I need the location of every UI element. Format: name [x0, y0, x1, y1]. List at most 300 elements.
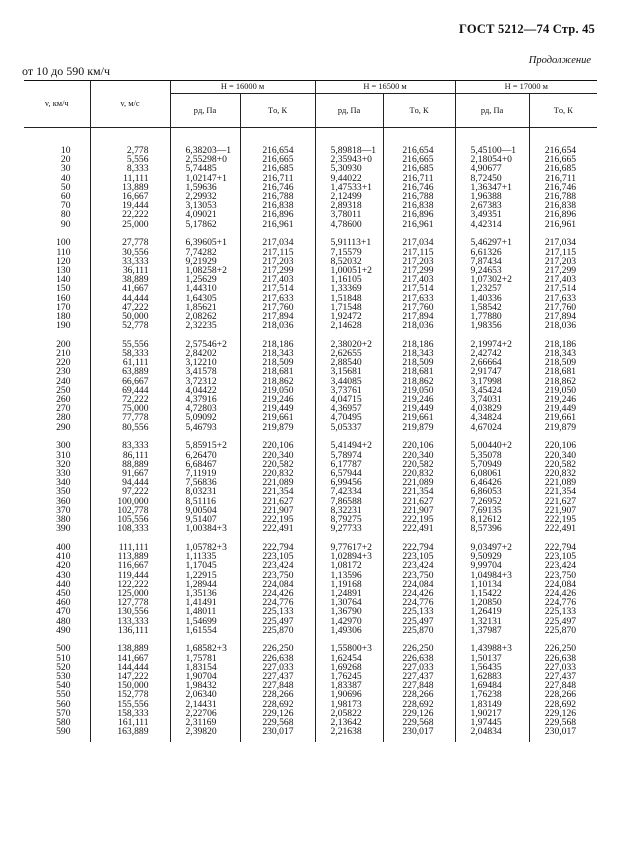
table-row [24, 663, 597, 672]
speed-kmh-cell: 30 [60, 164, 71, 174]
speed-kmh-cell: 260 [56, 395, 71, 405]
spacer-cell [240, 330, 315, 340]
table-row [24, 146, 597, 155]
temperature-cell: 225,497 [240, 617, 315, 626]
spacer-cell [383, 635, 455, 645]
pressure-cell: 7,87434 [455, 257, 529, 266]
temperature-cell: 218,862 [383, 377, 455, 386]
pressure-cell: 1,08258+2 [170, 266, 240, 275]
temperature-cell: 229,126 [529, 709, 597, 718]
speed-kmh-cell: 120 [56, 256, 71, 266]
speed-ms-cell: 127,778 [90, 598, 170, 607]
spacer-cell [240, 635, 315, 645]
pressure-cell: 2,05822 [315, 709, 383, 718]
temperature-cell: 217,403 [383, 275, 455, 284]
temperature-cell: 216,685 [240, 164, 315, 173]
spacer-cell [24, 635, 90, 645]
temperature-cell: 222,195 [240, 515, 315, 524]
table-row [24, 423, 597, 432]
pressure-cell: 2,55298+0 [170, 155, 240, 164]
speed-ms-cell: 36,111 [90, 266, 170, 275]
pressure-cell: 5,30930 [315, 164, 383, 173]
temperature-cell: 222,491 [240, 524, 315, 533]
temperature-cell: 221,089 [240, 478, 315, 487]
pressure-cell: 3,12210 [170, 358, 240, 367]
pressure-cell: 3,74031 [455, 395, 529, 404]
pressure-cell: 1,19168 [315, 580, 383, 589]
spacer-cell [170, 736, 240, 742]
pressure-cell: 6,86053 [455, 487, 529, 496]
pressure-cell: 4,37916 [170, 395, 240, 404]
speed-ms-cell: 80,556 [90, 423, 170, 432]
temperature-cell: 218,036 [529, 321, 597, 330]
spacer-cell [90, 635, 170, 645]
pressure-cell: 8,52032 [315, 257, 383, 266]
pressure-cell: 3,44085 [315, 377, 383, 386]
table-row [24, 321, 597, 330]
speed-kmh-cell: 540 [56, 681, 71, 691]
temperature-cell: 218,681 [240, 367, 315, 376]
pressure-cell: 1,20850 [455, 598, 529, 607]
speed-kmh-cell: 310 [56, 450, 71, 460]
temperature-cell: 221,627 [529, 497, 597, 506]
pressure-cell: 9,24653 [455, 266, 529, 275]
pressure-cell: 1,90217 [455, 709, 529, 718]
spacer-cell [90, 533, 170, 543]
header-row-altitude [24, 81, 597, 94]
speed-ms-cell: 119,444 [90, 571, 170, 580]
temperature-cell: 218,186 [383, 340, 455, 349]
pressure-cell: 1,59636 [170, 183, 240, 192]
speed-kmh-cell: 110 [56, 247, 71, 257]
temperature-cell: 217,633 [529, 294, 597, 303]
temperature-cell: 216,665 [529, 155, 597, 164]
pressure-cell: 2,22706 [170, 709, 240, 718]
temperature-cell: 230,017 [383, 727, 455, 736]
spacer-cell [170, 229, 240, 239]
speed-ms-cell: 155,556 [90, 700, 170, 709]
pressure-cell: 3,41578 [170, 367, 240, 376]
pressure-cell: 2,12499 [315, 192, 383, 201]
pressure-cell: 1,04984+3 [455, 571, 529, 580]
temperature-cell: 219,050 [383, 386, 455, 395]
table-row [24, 690, 597, 699]
temperature-cell: 225,870 [529, 626, 597, 635]
pressure-cell: 1,83387 [315, 681, 383, 690]
pressure-cell: 8,12612 [455, 515, 529, 524]
pressure-cell: 1,51848 [315, 294, 383, 303]
pressure-cell: 2,31169 [170, 718, 240, 727]
spacer-cell [529, 533, 597, 543]
table-row [24, 441, 597, 450]
speed-ms-cell: 58,333 [90, 349, 170, 358]
temperature-cell: 228,692 [383, 700, 455, 709]
temperature-cell: 228,266 [240, 690, 315, 699]
speed-ms-cell: 8,333 [90, 164, 170, 173]
pressure-cell: 6,17787 [315, 460, 383, 469]
pressure-cell: 9,44022 [315, 174, 383, 183]
speed-kmh-cell: 560 [56, 699, 71, 709]
pressure-cell: 6,26470 [170, 451, 240, 460]
speed-kmh-cell: 550 [56, 690, 71, 700]
temperature-cell: 216,896 [529, 210, 597, 219]
spacer-cell [315, 128, 383, 147]
spacer-cell [24, 229, 90, 239]
spacer-cell [240, 432, 315, 442]
speed-kmh-cell: 290 [56, 422, 71, 432]
pressure-cell: 3,49351 [455, 210, 529, 219]
table-row [24, 303, 597, 312]
table-row [24, 312, 597, 321]
temperature-cell: 226,250 [240, 644, 315, 653]
speed-kmh-cell: 40 [60, 173, 71, 183]
speed-kmh-cell: 340 [56, 478, 71, 488]
pressure-cell: 4,42314 [455, 220, 529, 229]
pressure-cell: 9,00504 [170, 506, 240, 515]
speed-ms-cell: 152,778 [90, 690, 170, 699]
pressure-cell: 3,45424 [455, 386, 529, 395]
table-row [24, 377, 597, 386]
temperature-cell: 219,050 [529, 386, 597, 395]
temperature-cell: 220,340 [240, 451, 315, 460]
standard-number: ГОСТ 5212—74 [458, 22, 550, 36]
temperature-cell: 217,760 [240, 303, 315, 312]
pressure-cell: 1,15422 [455, 589, 529, 598]
temperature-cell: 221,354 [383, 487, 455, 496]
pressure-cell: 6,61326 [455, 248, 529, 257]
table-row [24, 571, 597, 580]
speed-kmh-cell: 240 [56, 376, 71, 386]
temperature-cell: 226,638 [383, 654, 455, 663]
spacer-cell [383, 736, 455, 742]
temperature-cell: 229,126 [383, 709, 455, 718]
pressure-cell: 5,74485 [170, 164, 240, 173]
pressure-cell: 1,26419 [455, 607, 529, 616]
speed-ms-cell: 125,000 [90, 589, 170, 598]
temperature-cell: 227,033 [383, 663, 455, 672]
temperature-cell: 216,746 [383, 183, 455, 192]
pressure-cell: 2,18054+0 [455, 155, 529, 164]
speed-ms-cell: 27,778 [90, 238, 170, 247]
pressure-cell: 1,17045 [170, 561, 240, 570]
speed-ms-cell: 66,667 [90, 377, 170, 386]
speed-ms-cell: 44,444 [90, 294, 170, 303]
spacer-cell [455, 533, 529, 543]
table-row [24, 617, 597, 626]
pressure-cell: 5,78974 [315, 451, 383, 460]
temperature-cell: 226,250 [529, 644, 597, 653]
col-header-kmh: v, км/ч [24, 81, 90, 128]
pressure-cell: 3,72312 [170, 377, 240, 386]
page-header [459, 22, 595, 37]
temperature-cell: 224,426 [529, 589, 597, 598]
speed-kmh-cell: 390 [56, 524, 71, 534]
spacer-cell [315, 432, 383, 442]
pressure-cell: 3,17998 [455, 377, 529, 386]
pressure-cell: 5,05337 [315, 423, 383, 432]
spacer-cell [315, 229, 383, 239]
pressure-cell: 1,35136 [170, 589, 240, 598]
speed-ms-cell: 30,556 [90, 248, 170, 257]
temperature-cell: 216,711 [383, 174, 455, 183]
speed-ms-cell: 97,222 [90, 487, 170, 496]
temperature-cell: 216,746 [240, 183, 315, 192]
pressure-cell: 1,13596 [315, 571, 383, 580]
pressure-cell: 1,44310 [170, 284, 240, 293]
pressure-cell: 1,92472 [315, 312, 383, 321]
table-row [24, 210, 597, 219]
temperature-cell: 217,115 [240, 248, 315, 257]
temperature-cell: 216,788 [383, 192, 455, 201]
temperature-cell: 224,776 [383, 598, 455, 607]
speed-kmh-cell: 80 [60, 210, 71, 220]
temperature-cell: 218,681 [529, 367, 597, 376]
spacer-cell [315, 736, 383, 742]
pressure-cell: 1,64305 [170, 294, 240, 303]
pressure-cell: 1,55800+3 [315, 644, 383, 653]
spacer-cell [383, 128, 455, 147]
spacer-cell [24, 128, 90, 147]
pressure-cell: 5,35078 [455, 451, 529, 460]
temperature-cell: 219,879 [529, 423, 597, 432]
temperature-cell: 225,133 [529, 607, 597, 616]
temperature-cell: 218,036 [383, 321, 455, 330]
pressure-cell: 2,08262 [170, 312, 240, 321]
temperature-cell: 219,879 [240, 423, 315, 432]
temperature-cell: 219,246 [529, 395, 597, 404]
pressure-cell: 5,41494+2 [315, 441, 383, 450]
table-row [24, 358, 597, 367]
speed-kmh-cell: 210 [56, 349, 71, 359]
sub-header-pressure: pд, Па [315, 94, 383, 128]
temperature-cell: 223,105 [240, 552, 315, 561]
col-header-ms: v, м/с [90, 81, 170, 128]
temperature-cell: 221,627 [240, 497, 315, 506]
temperature-cell: 225,497 [529, 617, 597, 626]
spacer-row [24, 128, 597, 147]
table-row [24, 589, 597, 598]
table-row [24, 497, 597, 506]
table-row [24, 164, 597, 173]
spacer-cell [24, 533, 90, 543]
table-row [24, 552, 597, 561]
temperature-cell: 220,582 [240, 460, 315, 469]
speed-ms-cell: 55,556 [90, 340, 170, 349]
pressure-cell: 1,62454 [315, 654, 383, 663]
pressure-cell: 5,46793 [170, 423, 240, 432]
pressure-cell: 9,50929 [455, 552, 529, 561]
table-row [24, 515, 597, 524]
speed-ms-cell: 147,222 [90, 672, 170, 681]
speed-ms-cell: 5,556 [90, 155, 170, 164]
spacer-cell [455, 229, 529, 239]
pressure-cell: 5,89818—1 [315, 146, 383, 155]
speed-ms-cell: 13,889 [90, 183, 170, 192]
pressure-cell: 3,73761 [315, 386, 383, 395]
temperature-cell: 226,638 [529, 654, 597, 663]
speed-ms-cell: 61,111 [90, 358, 170, 367]
temperature-cell: 222,195 [383, 515, 455, 524]
spacer-cell [529, 229, 597, 239]
table-row [24, 294, 597, 303]
table-row [24, 524, 597, 533]
speed-kmh-cell: 50 [60, 182, 71, 193]
temperature-cell: 225,870 [383, 626, 455, 635]
temperature-cell: 226,250 [383, 644, 455, 653]
spacer-row [24, 635, 597, 645]
pressure-cell: 1,49306 [315, 626, 383, 635]
temperature-cell: 217,894 [240, 312, 315, 321]
temperature-cell: 216,838 [529, 201, 597, 210]
speed-ms-cell: 22,222 [90, 210, 170, 219]
pressure-cell: 1,90704 [170, 672, 240, 681]
pressure-cell: 5,85915+2 [170, 441, 240, 450]
speed-kmh-cell: 20 [60, 155, 71, 165]
speed-kmh-cell: 420 [56, 561, 71, 571]
pressure-cell: 6,39605+1 [170, 238, 240, 247]
temperature-cell: 216,654 [240, 146, 315, 155]
pressure-cell: 6,08061 [455, 469, 529, 478]
pressure-cell: 4,04422 [170, 386, 240, 395]
pressure-cell: 1,07302+2 [455, 275, 529, 284]
temperature-cell: 218,186 [529, 340, 597, 349]
temperature-cell: 219,449 [529, 404, 597, 413]
pressure-cell: 4,72803 [170, 404, 240, 413]
temperature-cell: 217,299 [383, 266, 455, 275]
pressure-cell: 5,00440+2 [455, 441, 529, 450]
temperature-cell: 223,424 [383, 561, 455, 570]
speed-kmh-cell: 580 [56, 718, 71, 728]
speed-kmh-cell: 330 [56, 469, 71, 479]
pressure-cell: 1,30764 [315, 598, 383, 607]
pressure-cell: 5,70949 [455, 460, 529, 469]
speed-ms-cell: 47,222 [90, 303, 170, 312]
spacer-cell [240, 736, 315, 742]
table-body [24, 128, 597, 743]
temperature-cell: 217,034 [529, 238, 597, 247]
temperature-cell: 223,424 [529, 561, 597, 570]
temperature-cell: 218,862 [240, 377, 315, 386]
temperature-cell: 218,509 [529, 358, 597, 367]
pressure-cell: 1,68582+3 [170, 644, 240, 653]
pressure-cell: 4,34824 [455, 413, 529, 422]
speed-kmh-cell: 220 [56, 358, 71, 368]
speed-kmh-cell: 300 [56, 441, 71, 451]
temperature-cell: 219,246 [240, 395, 315, 404]
speed-ms-cell: 33,333 [90, 257, 170, 266]
speed-kmh-cell: 590 [56, 727, 71, 737]
spacer-cell [455, 736, 529, 742]
temperature-cell: 221,627 [383, 497, 455, 506]
speed-ms-cell: 41,667 [90, 284, 170, 293]
pressure-cell: 2,29932 [170, 192, 240, 201]
speed-ms-cell: 138,889 [90, 644, 170, 653]
pressure-cell: 8,32231 [315, 506, 383, 515]
spacer-cell [90, 229, 170, 239]
speed-ms-cell: 133,333 [90, 617, 170, 626]
spacer-cell [529, 635, 597, 645]
table-row [24, 506, 597, 515]
pressure-cell: 9,77617+2 [315, 543, 383, 552]
spacer-cell [455, 635, 529, 645]
spacer-cell [24, 432, 90, 442]
pressure-cell: 1,02147+1 [170, 174, 240, 183]
pressure-cell: 5,09092 [170, 413, 240, 422]
temperature-cell: 220,582 [529, 460, 597, 469]
temperature-cell: 222,794 [240, 543, 315, 552]
speed-ms-cell: 136,111 [90, 626, 170, 635]
pressure-cell: 5,46297+1 [455, 238, 529, 247]
temperature-cell: 222,794 [383, 543, 455, 552]
pressure-cell: 1,90696 [315, 690, 383, 699]
speed-ms-cell: 11,111 [90, 174, 170, 183]
temperature-cell: 224,776 [240, 598, 315, 607]
pressure-cell: 3,78011 [315, 210, 383, 219]
atmosphere-table [24, 80, 597, 742]
pressure-cell: 1,98432 [170, 681, 240, 690]
spacer-row [24, 330, 597, 340]
temperature-cell: 220,832 [383, 469, 455, 478]
sub-header-temperature: Tо, К [529, 94, 597, 128]
temperature-cell: 225,870 [240, 626, 315, 635]
speed-ms-cell: 150,000 [90, 681, 170, 690]
spacer-cell [90, 330, 170, 340]
speed-ms-cell: 91,667 [90, 469, 170, 478]
pressure-cell: 2,67383 [455, 201, 529, 210]
pressure-cell: 2,91747 [455, 367, 529, 376]
table-row [24, 395, 597, 404]
temperature-cell: 220,832 [529, 469, 597, 478]
speed-kmh-cell: 450 [56, 588, 71, 599]
speed-kmh-cell: 530 [56, 672, 71, 682]
table-row [24, 183, 597, 192]
temperature-cell: 221,907 [529, 506, 597, 515]
pressure-cell: 1,28944 [170, 580, 240, 589]
temperature-cell: 228,266 [383, 690, 455, 699]
temperature-cell: 217,034 [383, 238, 455, 247]
speed-ms-cell: 38,889 [90, 275, 170, 284]
speed-ms-cell: 158,333 [90, 709, 170, 718]
speed-kmh-cell: 160 [56, 293, 71, 303]
pressure-cell: 2,66664 [455, 358, 529, 367]
speed-kmh-cell: 480 [56, 616, 71, 626]
temperature-cell: 228,692 [529, 700, 597, 709]
speed-ms-cell: 86,111 [90, 451, 170, 460]
temperature-cell: 227,437 [383, 672, 455, 681]
spacer-cell [529, 128, 597, 147]
speed-kmh-cell: 570 [56, 708, 71, 719]
speed-kmh-cell: 10 [60, 146, 71, 156]
spacer-row [24, 736, 597, 742]
temperature-cell: 221,907 [383, 506, 455, 515]
pressure-cell: 2,84202 [170, 349, 240, 358]
temperature-cell: 216,654 [383, 146, 455, 155]
temperature-cell: 224,776 [529, 598, 597, 607]
pressure-cell: 6,99456 [315, 478, 383, 487]
pressure-cell: 1,11335 [170, 552, 240, 561]
sub-header-pressure: pд, Па [170, 94, 240, 128]
table-row [24, 220, 597, 229]
temperature-cell: 218,343 [529, 349, 597, 358]
table-row [24, 248, 597, 257]
pressure-cell: 7,11919 [170, 469, 240, 478]
temperature-cell: 216,665 [240, 155, 315, 164]
pressure-cell: 1,83149 [455, 700, 529, 709]
speed-kmh-cell: 510 [56, 653, 71, 663]
altitude-header-2: H = 16500 м [315, 81, 455, 94]
temperature-cell: 223,750 [529, 571, 597, 580]
temperature-cell: 218,186 [240, 340, 315, 349]
